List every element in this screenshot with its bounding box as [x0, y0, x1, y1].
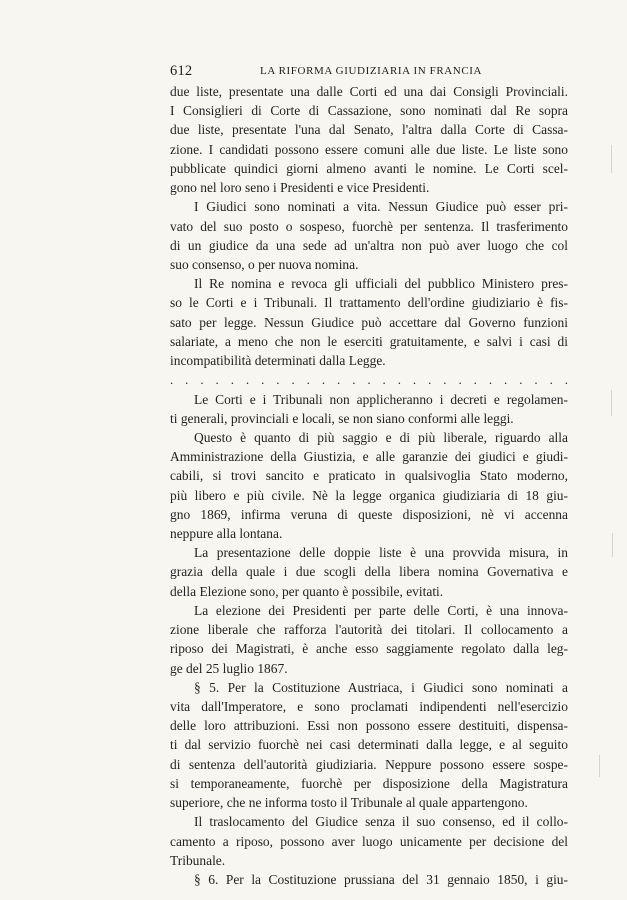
text-line: I Giudici sono nominati a vita. Nessun Giudice può esser pri-: [194, 199, 568, 215]
text-line: zione liberale che rafforza l'autorità dei titolari. Il collocamento a: [170, 622, 568, 638]
text-line: di un giudice da una sede ad un'altra non può aver luogo che col: [170, 237, 568, 253]
page-header: [170, 63, 568, 81]
text-line: I Consiglieri di Corte di Cassazione, sono nominati dal Re sopra: [170, 103, 568, 119]
text-line: La elezione dei Presidenti per parte delle Corti, è una innova-: [194, 602, 568, 618]
text-line: ge del 25 luglio 1867.: [170, 660, 288, 676]
text-line: gno 1869, infirma veruna di queste disposizioni, nè vi accenna: [170, 506, 568, 522]
text-line: si temporaneamente, fuorchè per disposizione della Magistratura: [170, 775, 568, 791]
text-line: vita dall'Imperatore, e sono proclamati indipendenti nell'esercizio: [170, 699, 568, 714]
text-line: Il Re nomina e revoca gli ufficiali del pubblico Ministero pres-: [194, 276, 568, 292]
ellipsis-line: . . . . . . . . . . . . . . . . . . . . . . . . . . .: [170, 372, 568, 388]
scan-mark-right: [611, 145, 612, 173]
text-line: ti generali, provinciali e locali, se non siano conformi alle leggi.: [170, 410, 514, 426]
text-line: sato per legge. Nessun Giudice può accettare dal Governo funzioni: [170, 314, 568, 330]
text-line: Amministrazione della Giustizia, e alle garanzie dei giudici e giudi-: [170, 449, 568, 465]
text-line: due liste, presentate una dalle Corti ed una dai Consigli Provinciali.: [170, 84, 568, 99]
text-line: salariate, a meno che non le eserciti gratuitamente, e salvi i casi di: [170, 333, 568, 349]
text-line: neppure alla lontana.: [170, 526, 283, 542]
scan-mark-right-2: [611, 390, 612, 416]
text-line: delle loro attribuzioni. Essi non possono essere destituiti, dispensa-: [170, 718, 568, 734]
text-line: Tribunale.: [170, 852, 226, 868]
text-line: Le Corti e i Tribunali non applicheranno i decreti e regolamen-: [194, 391, 568, 407]
scan-mark-right-4: [599, 755, 600, 777]
text-line: superiore, che ne informa tosto il Tribunale al quale appartengono.: [170, 795, 528, 811]
text-line: Questo è quanto di più saggio e di più liberale, riguardo alla: [194, 429, 568, 445]
scan-mark-right-3: [612, 533, 613, 557]
body-text: [170, 82, 568, 889]
text-line: La presentazione delle doppie liste è una provvida misura, in: [194, 545, 568, 561]
text-line: più libero e più civile. Nè la legge organica giudiziaria di 18 giu-: [170, 487, 568, 503]
text-line: cabili, si trovi sancito e praticato in qualsivoglia Stato moderno,: [170, 468, 568, 484]
text-line: due liste, presentate l'una dal Senato, l'altra dalla Corte di Cassa-: [170, 122, 568, 138]
text-line: gono nel loro seno i Presidenti e vice Presidenti.: [170, 180, 430, 196]
page-number: 612: [170, 63, 193, 79]
text-line: zione. I candidati possono essere comuni alle due liste. Le liste sono: [170, 141, 568, 157]
text-line: Il traslocamento del Giudice senza il suo consenso, ed il collo-: [194, 814, 568, 830]
text-line: pubblicate quindici giorni almeno avanti le nomine. Le Corti scel-: [170, 160, 568, 176]
text-line: vato del suo posto o sospeso, fuorchè per sentenza. Il trasferimento: [170, 218, 568, 234]
text-line: riposo dei Magistrati, è anche esso saggiamente regolato dalla leg-: [170, 641, 568, 657]
text-line: suo consenso, o per nuova nomina.: [170, 256, 359, 272]
text-line: camento a riposo, possono aver luogo unicamente per decisione del: [170, 833, 568, 849]
text-line: grazia della quale i due scogli della libera nomina Governativa e: [170, 564, 568, 580]
text-line: della Elezione sono, per quanto è possibile, evitati.: [170, 583, 444, 599]
text-line: § 5. Per la Costituzione Austriaca, i Giudici sono nominati a: [194, 679, 568, 695]
running-title: LA RIFORMA GIUDIZIARIA IN FRANCIA: [260, 65, 483, 77]
text-line: so le Corti e i Tribunali. Il trattamento dell'ordine giudiziario è fis-: [170, 295, 568, 311]
text-line: § 6. Per la Costituzione prussiana del 31 gennaio 1850, i giu-: [194, 871, 568, 887]
text-line: di sentenza dell'autorità giudiziaria. Neppure possono essere sospe-: [170, 756, 568, 772]
text-line: ti dal servizio fuorchè nei casi determinati dalla legge, e al seguito: [170, 737, 568, 753]
text-line: incompatibilità determinati dalla Legge.: [170, 353, 386, 369]
